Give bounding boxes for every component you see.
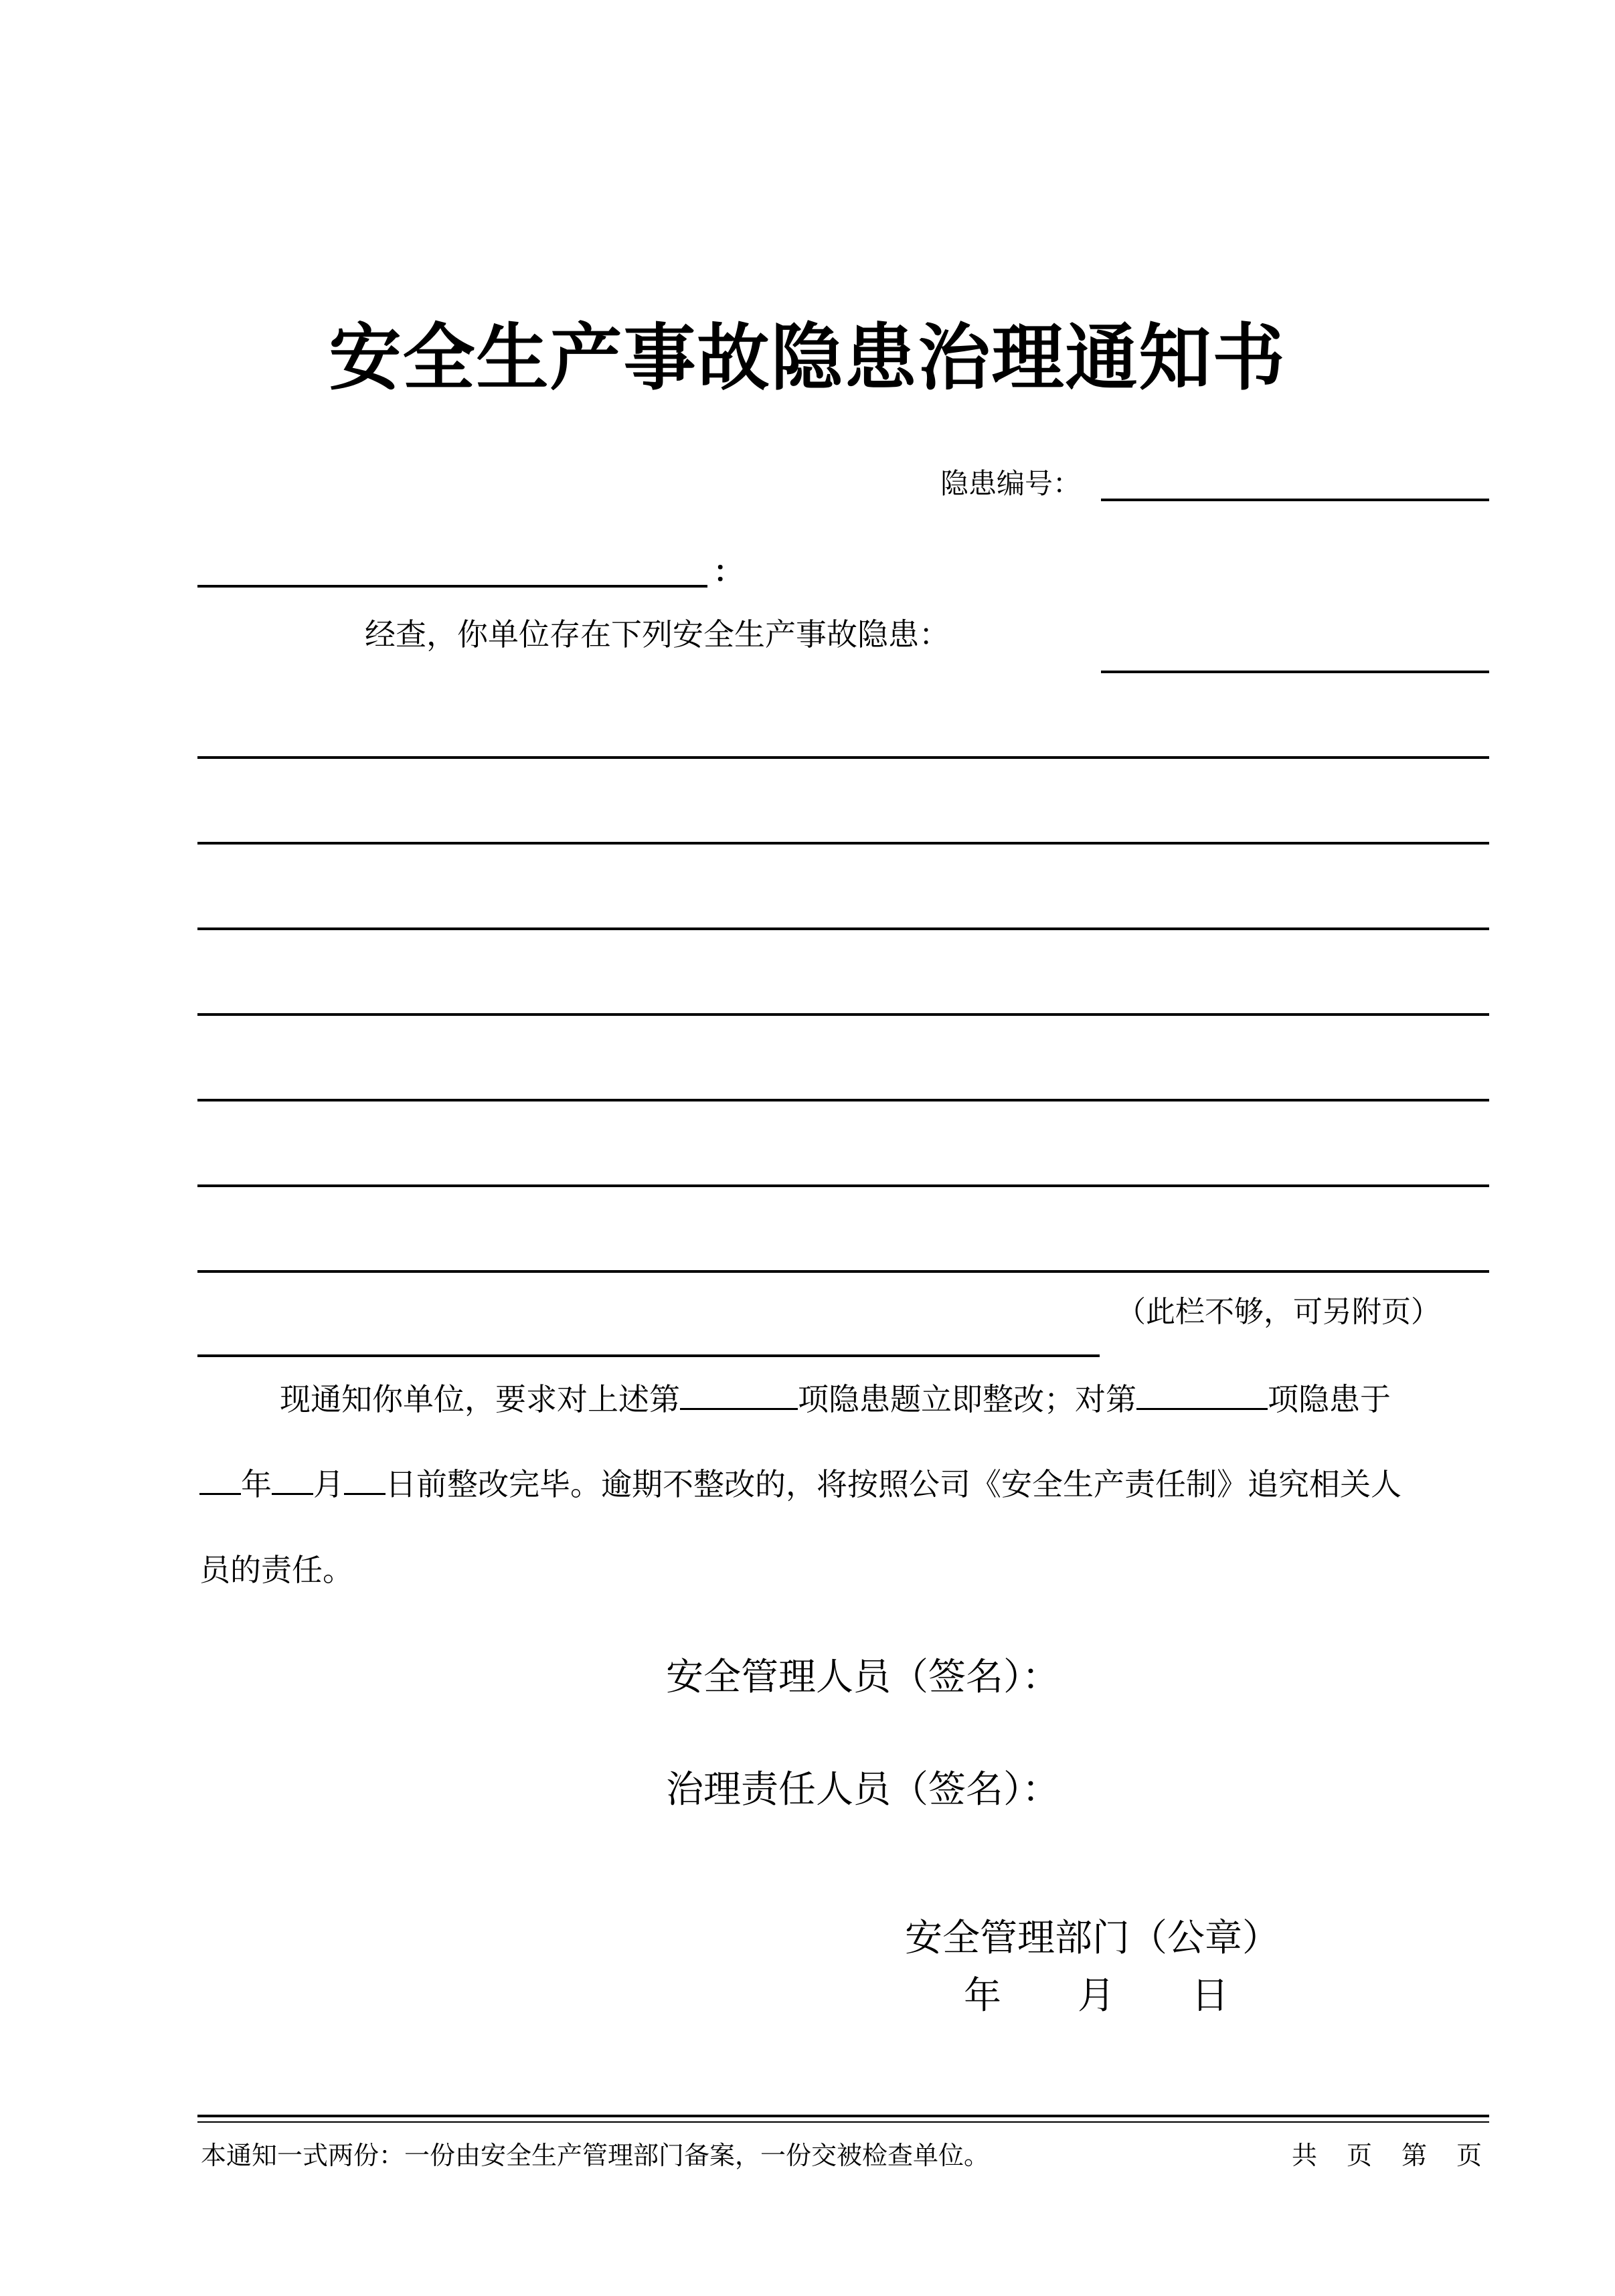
deadline-month-field[interactable] — [272, 1461, 313, 1495]
year-label: 年 — [241, 1466, 272, 1502]
hazard-line-3[interactable] — [197, 928, 1489, 930]
intro-text: 经查，你单位存在下列安全生产事故隐患： — [365, 616, 950, 652]
document-title: 安全生产事故隐患治理通知书 — [329, 317, 1286, 400]
notice-text-a: 现通知你单位，要求对上述第 — [280, 1381, 680, 1417]
month-label: 月 — [313, 1466, 344, 1502]
hazard-line-4[interactable] — [197, 1013, 1489, 1016]
deadline-year-field[interactable] — [199, 1461, 241, 1495]
hazard-line-6[interactable] — [197, 1184, 1489, 1187]
notice-paragraph-2 — [199, 1460, 1401, 1504]
current-label: 第 — [1401, 2141, 1428, 2170]
page-counter — [1292, 2135, 1511, 2172]
notice-paragraph-1 — [280, 1375, 1391, 1419]
footer-rule-top — [197, 2115, 1489, 2117]
addressee-colon: ： — [713, 555, 743, 589]
page-label-2: 页 — [1456, 2141, 1482, 2170]
overflow-note: （此栏不够，可另附页） — [1116, 1295, 1440, 1329]
total-label: 共 — [1292, 2141, 1318, 2170]
date-day-label: 日 — [1191, 1974, 1229, 2018]
notice-text-c: 项隐患于 — [1268, 1381, 1391, 1417]
footer-rule-bottom — [197, 2121, 1489, 2123]
date-month-label: 月 — [1078, 1974, 1115, 2018]
deadline-day-field[interactable] — [344, 1461, 386, 1495]
responsible-person-signature[interactable]: 治理责任人员（签名）： — [666, 1768, 1059, 1812]
footer-note: 本通知一式两份：一份由安全生产管理部门备案，一份交被检查单位。 — [201, 2141, 990, 2170]
notice-text-rest: 日前整改完毕。逾期不整改的，将按照公司《安全生产责任制》追究相关人 — [386, 1466, 1401, 1502]
hazard-number-field[interactable] — [1101, 499, 1489, 501]
date-year-label: 年 — [964, 1974, 1001, 2018]
hazard-line-1[interactable] — [197, 756, 1489, 759]
hazard-line-8[interactable] — [197, 1354, 1100, 1357]
stamp-date — [964, 1966, 1229, 2020]
hazard-line-0[interactable] — [1101, 671, 1489, 673]
notice-text-b: 项隐患题立即整改；对第 — [798, 1381, 1136, 1417]
hazard-line-2[interactable] — [197, 842, 1489, 845]
deadline-item-field[interactable] — [1136, 1376, 1268, 1410]
notice-paragraph-3: 员的责任。 — [199, 1552, 353, 1588]
hazard-line-5[interactable] — [197, 1099, 1489, 1101]
hazard-line-7[interactable] — [197, 1270, 1489, 1273]
department-stamp-label: 安全管理部门（公章） — [905, 1917, 1280, 1960]
safety-manager-signature[interactable]: 安全管理人员（签名）： — [666, 1656, 1059, 1699]
page-label: 页 — [1347, 2141, 1373, 2170]
immediate-item-field[interactable] — [680, 1376, 798, 1410]
addressee-field[interactable] — [197, 585, 707, 588]
hazard-number-label: 隐患编号： — [940, 467, 1082, 500]
